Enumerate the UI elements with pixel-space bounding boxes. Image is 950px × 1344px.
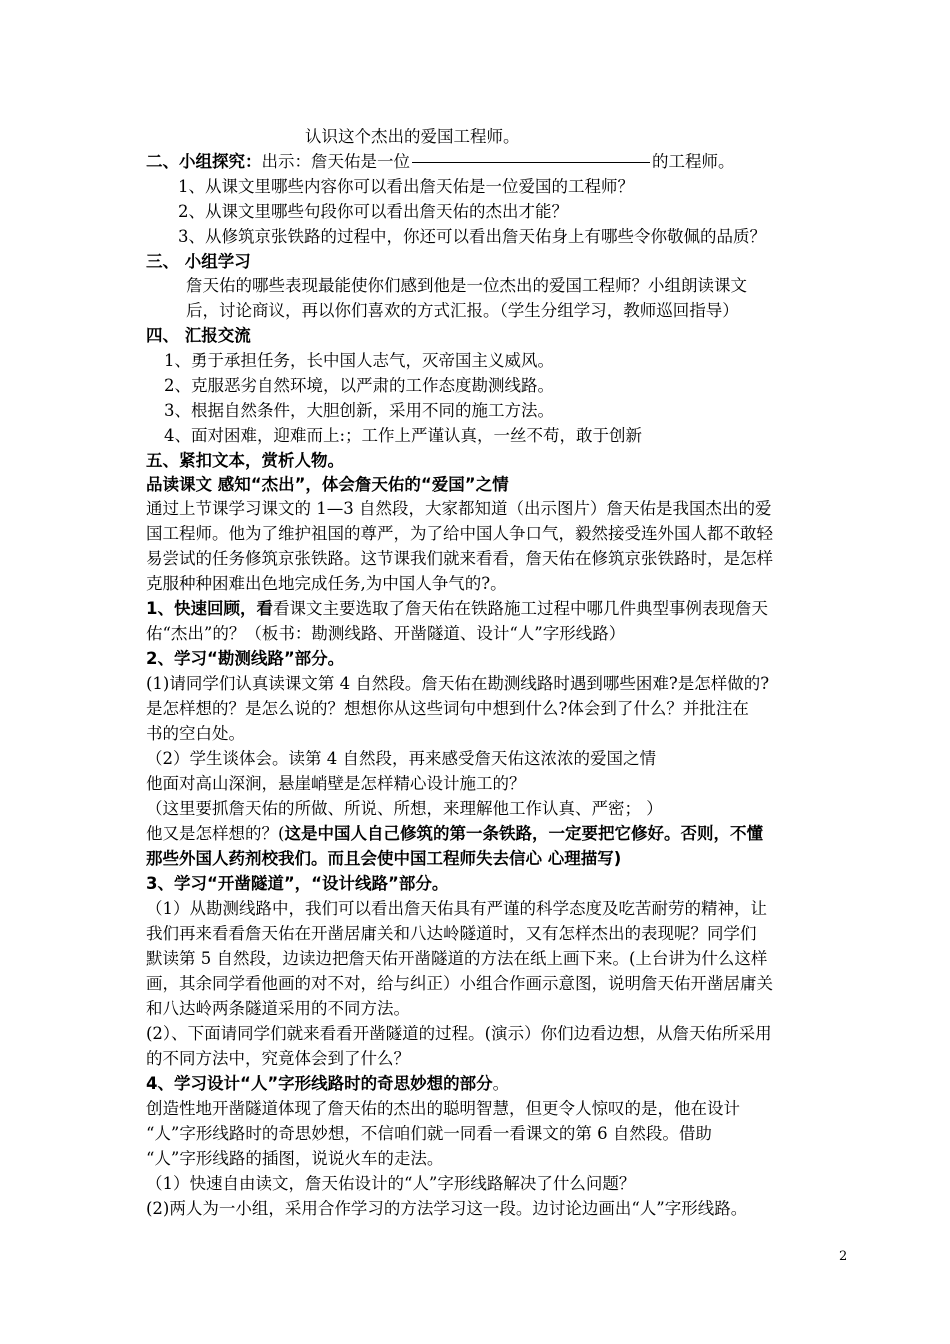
step4-heading: 4、学习设计“人”字形线路时的奇思妙想的部分 [146, 1074, 493, 1093]
step2-text: (1)请同学们认真读课文第 4 自然段。詹天佑在勘测线路时遇到哪些困难?是怎样做的? [146, 674, 770, 693]
step2-think-plain: 他又是怎样想的？( [146, 824, 285, 843]
section2-prompt-after: 的工程师。 [652, 152, 735, 171]
step1-text: 看课文主要选取了詹天佑在铁路施工过程中哪几件典型事例表现詹天 [272, 599, 768, 618]
step2-think-bold: 这是中国人自己修筑的第一条铁路，一定要把它修好。否则，不懂 [284, 824, 763, 843]
fill-in-blank [412, 162, 650, 163]
step2-think-line2: 那些外国人药剂校我们。而且会使中国工程师失去信心 心理描写) [146, 849, 622, 868]
section5-heading: 五、紧扣文本，赏析人物。 [146, 451, 344, 470]
section2-prompt-before: 出示：詹天佑是一位 [261, 152, 410, 171]
section4-heading: 四、 汇报交流 [146, 326, 251, 345]
section5-subheading: 品读课文 感知“杰出”，体会詹天佑的“爱国”之情 [146, 475, 509, 494]
section2-question: 3、从修筑京张铁路的过程中，你还可以看出詹天佑身上有哪些令你敬佩的品质？ [178, 227, 766, 246]
step4-text: 创造性地开凿隧道体现了詹天佑的杰出的聪明智慧，但更令人惊叹的是，他在设计 [146, 1099, 740, 1118]
section5-intro: 国工程师。他为了维护祖国的尊严，为了给中国人争口气，毅然接受连外国人都不敢轻 [146, 524, 773, 543]
step3-text: 画，其余同学看他画的对不对，给与纠正）小组合作画示意图，说明詹天佑开凿居庸关 [146, 974, 773, 993]
section3-heading: 三、 小组学习 [146, 252, 251, 271]
step3-text: 我们再来看看詹天佑在开凿居庸关和八达岭隧道时，又有怎样杰出的表现呢？同学们 [146, 924, 757, 943]
section2-question: 2、从课文里哪些句段你可以看出詹天佑的杰出才能？ [178, 202, 568, 221]
step4-text: （1）快速自由读文，詹天佑设计的“人”字形线路解决了什么问题？ [146, 1174, 636, 1193]
step2-think [146, 822, 763, 846]
section5-intro: 克服种种困难出色地完成任务,为中国人争气的?。 [146, 574, 507, 593]
section2-heading: 二、小组探究： [146, 152, 262, 171]
section3-text: 后，讨论商议，再以你们喜欢的方式汇报。（学生分组学习，教师巡回指导） [186, 301, 739, 320]
section3-text: 詹天佑的哪些表现最能使你们感到他是一位杰出的爱国工程师？小组朗读课文 [186, 276, 747, 295]
step1-line2: 佑“杰出”的？（板书：勘测线路、开凿隧道、设计“人”字形线路） [146, 624, 626, 643]
step4-heading-line [146, 1072, 509, 1096]
step3-text: 默读第 5 自然段，边读边把詹天佑开凿隧道的方法在纸上画下来。(上台讲为什么这样 [146, 949, 768, 968]
step2-heading: 2、学习“勘测线路”部分。 [146, 649, 345, 668]
step4-heading-end: 。 [492, 1074, 510, 1093]
section4-item: 2、克服恶劣自然环境，以严肃的工作态度勘测线路。 [164, 376, 554, 395]
step4-text: “人”字形线路时的奇思妙想，不信咱们就一同看一看课文的第 6 自然段。借助 [146, 1124, 712, 1143]
step2-text: （2）学生谈体会。读第 4 自然段，再来感受詹天佑这浓浓的爱国之情 [146, 749, 656, 768]
step4-text: “人”字形线路的插图，说说火车的走法。 [146, 1149, 444, 1168]
step1-heading: 1、快速回顾，看 [146, 599, 273, 618]
step3-text: 和八达岭两条隧道采用的不同方法。 [146, 999, 410, 1018]
step2-text: 是怎样想的？是怎么说的？想想你从这些词句中想到什么?体会到了什么？并批注在 [146, 699, 749, 718]
step2-text: 书的空白处。 [146, 724, 245, 743]
step3-text: （1）从勘测线路中，我们可以看出詹天佑具有严谨的科学态度及吃苦耐劳的精神，让 [146, 899, 767, 918]
step3-heading: 3、学习“开凿隧道”，“设计线路”部分。 [146, 874, 449, 893]
section4-item: 4、面对困难，迎难而上:；工作上严谨认真，一丝不苟，敢于创新 [164, 426, 643, 445]
section4-item: 1、勇于承担任务，长中国人志气，灭帝国主义威风。 [164, 351, 554, 370]
section4-item: 3、根据自然条件，大胆创新，采用不同的施工方法。 [164, 401, 554, 420]
step2-text: 他面对高山深涧，悬崖峭壁是怎样精心设计施工的？ [146, 774, 526, 793]
step3-text: (2）、下面请同学们就来看看开凿隧道的过程。(演示）你们边看边想，从詹天佑所采用 [146, 1024, 772, 1043]
intro-line: 认识这个杰出的爱国工程师。 [305, 127, 520, 146]
section5-intro: 易尝试的任务修筑京张铁路。这节课我们就来看看，詹天佑在修筑京张铁路时，是怎样 [146, 549, 773, 568]
step4-text: (2)两人为一小组，采用合作学习的方法学习这一段。边讨论边画出“人”字形线路。 [146, 1199, 748, 1218]
section5-intro: 通过上节课学习课文的 1—3 自然段，大家都知道（出示图片）詹天佑是我国杰出的爱 [146, 499, 772, 518]
page-number: 2 [839, 1249, 848, 1264]
step3-text: 的不同方法中，究竟体会到了什么？ [146, 1049, 410, 1068]
section2-prompt [146, 150, 735, 174]
section2-question: 1、从课文里哪些内容你可以看出詹天佑是一位爱国的工程师？ [178, 177, 634, 196]
step1-line [146, 597, 768, 621]
step2-text: （这里要抓詹天佑的所做、所说、所想，来理解他工作认真、严密； ） [146, 799, 663, 818]
